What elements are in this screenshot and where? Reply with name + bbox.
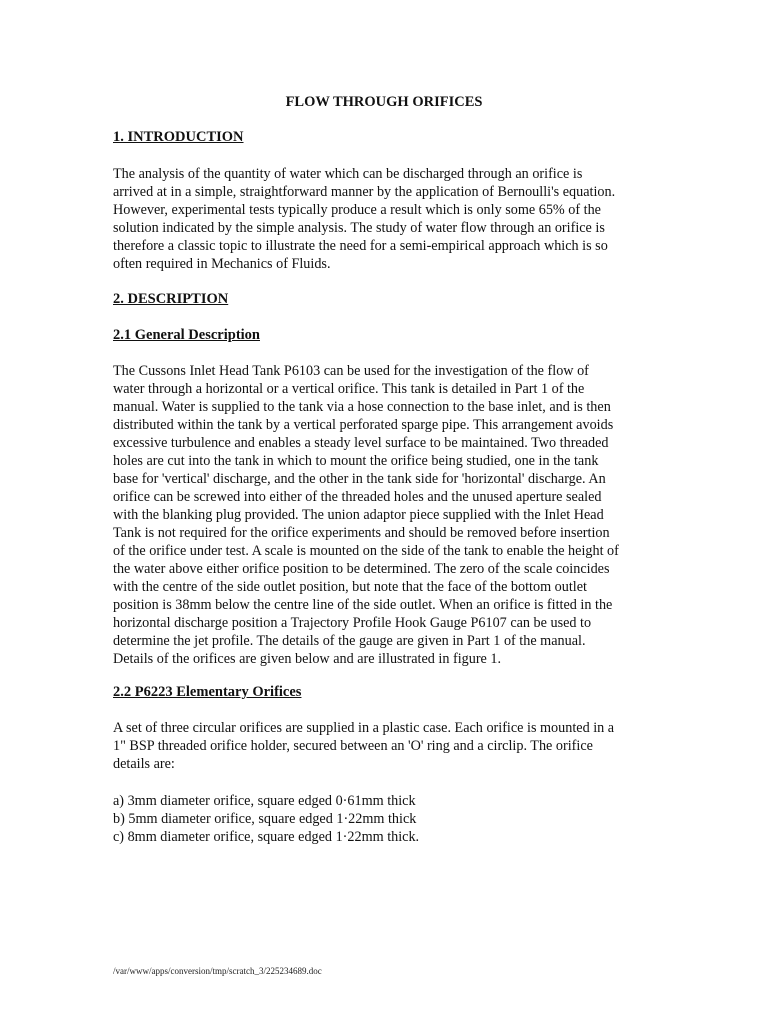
text-line: determine the jet profile. The details of the gauge are given in Part 1 of the manual.	[113, 633, 586, 649]
text-line: Details of the orifices are given below and are illustrated in figure 1.	[113, 651, 502, 667]
heading-general-description: 2.1 General Description	[113, 327, 260, 343]
list-item: b) 5mm diameter orifice, square edged 1·22mm thick	[113, 811, 417, 827]
paragraph-introduction	[113, 165, 653, 273]
text-line: often required in Mechanics of Fluids.	[113, 256, 331, 272]
text-line: manual. Water is supplied to the tank via a hose connection to the base inlet, and is then	[113, 399, 611, 415]
paragraph-elementary-orifices	[113, 719, 653, 773]
text-line: The analysis of the quantity of water which can be discharged through an orifice is	[113, 166, 583, 182]
text-line: base for 'vertical' discharge, and the other in the tank side for 'horizontal' discharge. An	[113, 471, 606, 487]
footer-file-path: /var/www/apps/conversion/tmp/scratch_3/225234689.doc	[113, 966, 322, 976]
text-line: excessive turbulence and enables a steady level surface to be maintained. Two threaded	[113, 435, 609, 451]
text-line: horizontal discharge position a Trajectory Profile Hook Gauge P6107 can be used to	[113, 615, 592, 631]
heading-introduction: 1. INTRODUCTION	[113, 129, 244, 145]
list-item: c) 8mm diameter orifice, square edged 1·22mm thick.	[113, 829, 420, 845]
text-line: However, experimental tests typically produce a result which is only some 65% of the	[113, 202, 601, 218]
list-item: a) 3mm diameter orifice, square edged 0·61mm thick	[113, 793, 416, 809]
document-title: FLOW THROUGH ORIFICES	[285, 94, 483, 110]
text-line: A set of three circular orifices are supplied in a plastic case. Each orifice is mounted in a	[113, 720, 615, 736]
text-line: water through a horizontal or a vertical orifice. This tank is detailed in Part 1 of the	[113, 381, 585, 397]
heading-description: 2. DESCRIPTION	[113, 291, 229, 307]
text-line: position is 38mm below the centre line of the side outlet. When an orifice is fitted in the	[113, 597, 613, 613]
text-line: orifice can be screwed into either of the threaded holes and the unused aperture sealed	[113, 489, 602, 505]
text-line: Tank is not required for the orifice experiments and should be removed before insertion	[113, 525, 610, 541]
orifice-list	[113, 792, 653, 846]
text-line: with the blanking plug provided. The union adaptor piece supplied with the Inlet Head	[113, 507, 604, 523]
text-line: The Cussons Inlet Head Tank P6103 can be used for the investigation of the flow of	[113, 363, 589, 379]
text-line: holes are cut into the tank in which to mount the orifice being studied, one in the tank	[113, 453, 599, 469]
text-line: therefore a classic topic to illustrate the need for a semi-empirical approach which is so	[113, 238, 608, 254]
heading-elementary-orifices: 2.2 P6223 Elementary Orifices	[113, 684, 302, 700]
text-line: 1" BSP threaded orifice holder, secured between an 'O' ring and a circlip. The orifice	[113, 738, 593, 754]
text-line: details are:	[113, 756, 175, 772]
text-line: distributed within the tank by a vertical perforated sparge pipe. This arrangement avoids	[113, 417, 614, 433]
text-line: the water above either orifice position to be determined. The zero of the scale coincides	[113, 561, 610, 577]
paragraph-general-description	[113, 362, 653, 668]
text-line: arrived at in a simple, straightforward manner by the application of Bernoulli's equation.	[113, 184, 616, 200]
text-line: of the orifice under test. A scale is mounted on the side of the tank to enable the height of	[113, 543, 619, 559]
text-line: with the centre of the side outlet position, but note that the face of the bottom outlet	[113, 579, 587, 595]
text-line: solution indicated by the simple analysis. The study of water flow through an orifice is	[113, 220, 605, 236]
